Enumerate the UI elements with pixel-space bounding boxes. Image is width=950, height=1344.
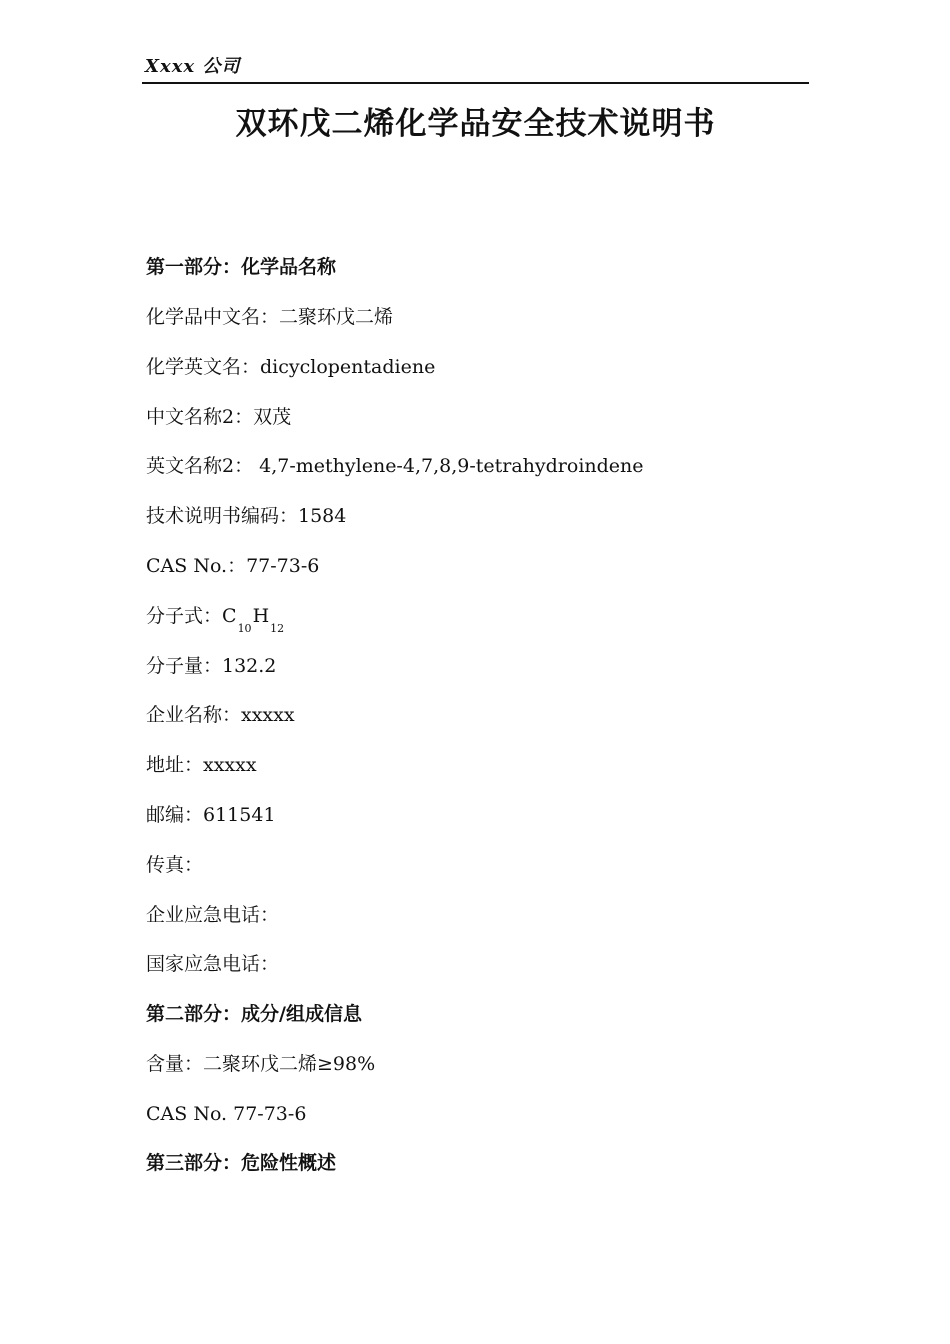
header-divider [142,82,809,84]
document-title: 双环戊二烯化学品安全技术说明书 [235,106,716,142]
field-formula [146,603,285,635]
formula-h-subscript: 12 [270,622,285,635]
field-fax: 传真： [146,854,204,876]
field-en-name: 化学英文名：dicyclopentadiene [146,356,436,378]
field-postcode: 邮编：611541 [146,804,276,826]
field-content: 含量：二聚环戊二烯≥98% [146,1053,376,1075]
section1-heading: 第一部分：化学品名称 [146,256,337,278]
formula-c: C [222,605,237,627]
formula-c-subscript: 10 [237,622,252,635]
field-national-phone: 国家应急电话： [146,953,280,975]
formula-h: H [252,605,270,627]
field-company-phone: 企业应急电话： [146,904,280,926]
section2-heading: 第二部分：成分/组成信息 [146,1003,362,1025]
formula-label: 分子式： [146,605,223,627]
field-code: 技术说明书编码：1584 [146,505,347,527]
field-mw: 分子量：132.2 [146,655,277,677]
field-company: 企业名称：xxxxx [146,704,295,726]
field-en-name2: 英文名称2： 4,7-methylene-4,7,8,9-tetrahydroindene [146,455,644,477]
field-cas: CAS No.：77-73-6 [146,555,320,577]
section3-heading: 第三部分：危险性概述 [146,1152,337,1174]
header-company-name: Xxxx 公司 [145,56,241,77]
field-cas-2: CAS No. 77-73-6 [146,1103,307,1125]
field-cn-name: 化学品中文名：二聚环戊二烯 [146,306,394,328]
field-cn-name2: 中文名称2：双茂 [146,406,292,428]
field-address: 地址：xxxxx [146,754,257,776]
